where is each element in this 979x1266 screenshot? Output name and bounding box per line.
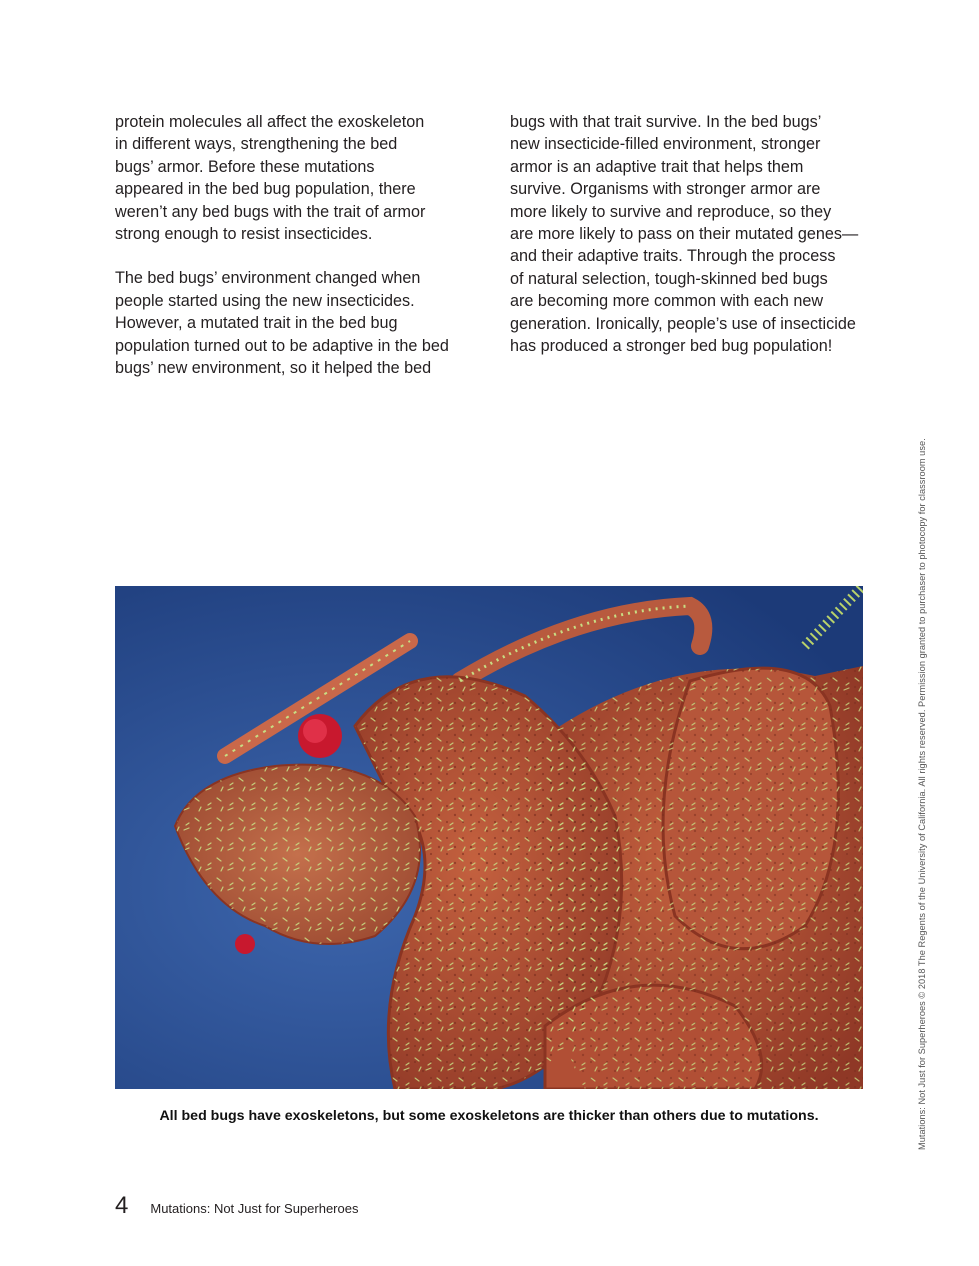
eye-highlight bbox=[303, 719, 327, 743]
page-number: 4 bbox=[115, 1192, 129, 1219]
paragraph: bugs with that trait survive. In the bed bugs’ new insecticide-filled environment, stronger armor is an adaptive trait that helps them survive. Organisms with stronger armor are more likely to survive and reproduce, so they are more likely to pass on their mutated genes— and their adaptive traits. Through the process of natural selection, tough-skinned bed bugs are becoming more common with each new generation. Ironically, people’s use of insecticide has produced a stronger bed bug population! bbox=[510, 113, 859, 356]
page-footer bbox=[115, 1192, 358, 1220]
running-title: Mutations: Not Just for Superheroes bbox=[150, 1201, 359, 1216]
figure-caption: All bed bugs have exoskeletons, but some exoskeletons are thicker than others due to mutations. bbox=[159, 1108, 819, 1124]
copyright-notice: Mutations: Not Just for Superheroes © 2018 The Regents of the University of California. All rights reserved. Permission granted to purchaser to photocopy for classroom use. bbox=[917, 438, 927, 1150]
left-text-column bbox=[115, 111, 465, 379]
eye bbox=[235, 934, 255, 954]
bed-bug-micrograph bbox=[115, 586, 863, 1089]
right-text-column bbox=[510, 111, 870, 357]
paragraph: The bed bugs’ environment changed when people started using the new insecticides. However, a mutated trait in the bed bug population turned out to be adaptive in the bed bugs’ new environment, so it helped the bed bbox=[115, 269, 449, 378]
paragraph: protein molecules all affect the exoskeleton in different ways, strengthening the bed bugs’ armor. Before these mutations appeared in the bed bug population, there weren’t any bed bugs with the trait of armor strong enough to resist insecticides. bbox=[115, 113, 426, 244]
